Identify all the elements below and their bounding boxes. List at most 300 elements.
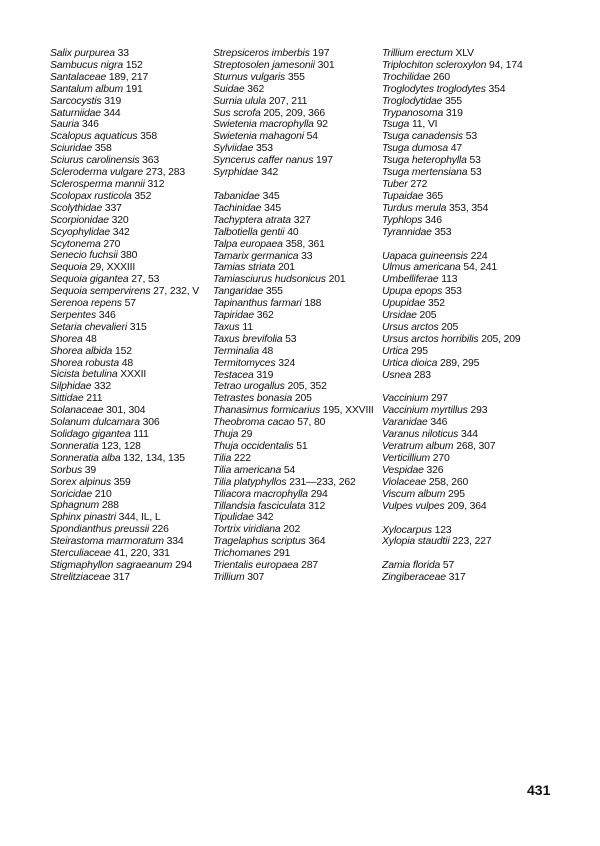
index-entry xyxy=(213,298,383,310)
index-term: Tamiasciurus hudsonicus xyxy=(213,274,326,286)
index-entry xyxy=(213,203,383,215)
index-term: Xylocarpus xyxy=(382,524,432,536)
index-entry xyxy=(213,560,383,572)
index-pages: 346 xyxy=(98,309,116,321)
index-pages: 205, 209, 366 xyxy=(263,107,325,119)
index-pages: 33 xyxy=(117,48,129,59)
index-entry xyxy=(213,155,383,167)
index-pages: 353 xyxy=(255,143,273,155)
index-term: Sphinx pinastri xyxy=(50,512,116,524)
index-entry xyxy=(382,203,557,215)
index-entry xyxy=(50,96,220,108)
index-term: Solidago gigantea xyxy=(50,429,131,440)
index-pages: 344 xyxy=(460,429,478,441)
index-pages: 260 xyxy=(433,71,451,83)
index-term: Sphagnum xyxy=(50,500,100,512)
index-pages: 152 xyxy=(125,59,143,71)
index-entry xyxy=(213,489,383,501)
section-gap xyxy=(382,513,557,525)
index-term: Salix purpurea xyxy=(50,48,115,59)
index-entry xyxy=(382,155,557,167)
index-entry xyxy=(50,310,220,322)
index-term: Sorex alpinus xyxy=(50,476,112,488)
index-entry xyxy=(213,167,383,179)
index-pages: 113 xyxy=(441,274,458,286)
index-pages: 312 xyxy=(147,178,165,190)
index-term: Trillium erectum xyxy=(382,48,453,59)
index-term: Scalopus aquaticus xyxy=(50,131,138,143)
index-entry xyxy=(50,512,220,524)
index-entry xyxy=(213,465,383,477)
index-term: Ursus arctos horribilis xyxy=(382,333,479,345)
index-term: Uapaca guineensis xyxy=(382,250,468,262)
index-term: Tangaridae xyxy=(213,286,264,298)
index-entry xyxy=(50,465,220,477)
index-term: Steirastoma marmoratum xyxy=(50,536,164,548)
index-entry xyxy=(213,84,383,96)
index-entry xyxy=(382,536,557,548)
index-entry xyxy=(50,524,220,536)
index-pages: 362 xyxy=(256,310,274,322)
index-pages: 191 xyxy=(125,83,143,95)
index-term: Umbelliferae xyxy=(382,274,439,286)
index-term: Streptosolen jamesonii xyxy=(213,59,315,71)
index-entry xyxy=(382,96,557,108)
index-pages: 324 xyxy=(278,357,296,369)
index-term: Troglodytidae xyxy=(382,95,443,107)
index-pages: 346 xyxy=(81,119,99,131)
index-term: Solanaceae xyxy=(50,405,104,417)
index-pages: 54 xyxy=(283,464,296,476)
index-pages: 342 xyxy=(261,167,279,179)
index-term: Sicista betulina xyxy=(50,369,118,381)
index-entry xyxy=(382,465,557,477)
index-entry xyxy=(382,560,557,572)
index-pages: 188 xyxy=(304,298,322,310)
index-pages: 123 xyxy=(434,524,452,536)
index-entry xyxy=(50,119,220,131)
index-pages: 334 xyxy=(166,536,184,548)
index-term: Tamarix germanica xyxy=(213,250,299,262)
index-term: Sambucus nigra xyxy=(50,59,123,71)
index-pages: 205, 209 xyxy=(481,333,521,345)
index-term: Trillium xyxy=(213,571,245,583)
index-pages: 205 xyxy=(294,393,312,405)
index-term: Scyophylidae xyxy=(50,226,111,238)
index-entry xyxy=(382,501,557,513)
index-entry xyxy=(213,429,383,441)
index-term: Sonneratia alba xyxy=(50,452,121,464)
index-pages: 345 xyxy=(264,202,282,214)
index-entry xyxy=(50,143,220,155)
index-entry xyxy=(213,501,383,513)
index-pages: 317 xyxy=(113,571,130,583)
index-term: Vespidae xyxy=(382,464,424,476)
index-term: Tsuga xyxy=(382,119,410,131)
index-entry xyxy=(382,453,557,465)
index-pages: 207, 211 xyxy=(268,95,308,107)
index-entry xyxy=(382,322,557,334)
index-term: Zingiberaceae xyxy=(382,572,446,584)
index-pages: 53 xyxy=(470,167,482,179)
index-pages: 301, 304 xyxy=(106,405,146,417)
index-term: Talbotiella gentii xyxy=(213,226,285,238)
index-pages: XLV xyxy=(455,48,474,59)
index-pages: 205 xyxy=(441,321,459,333)
index-pages: 289, 295 xyxy=(439,357,480,369)
index-term: Surnia ulula xyxy=(213,95,267,107)
index-term: Tsuga canadensis xyxy=(382,131,463,143)
index-pages: 353, 354 xyxy=(449,202,489,214)
index-pages: 57 xyxy=(124,298,136,310)
index-term: Sclerosperma mannii xyxy=(50,178,145,190)
index-entry xyxy=(382,298,557,310)
index-term: Sorbus xyxy=(50,464,83,476)
index-pages: 342 xyxy=(256,512,274,524)
index-pages: 287 xyxy=(301,560,318,572)
index-term: Strelitziaceae xyxy=(50,571,111,583)
index-pages: 358, 361 xyxy=(285,238,325,250)
index-term: Tillandsia fasciculata xyxy=(213,500,306,512)
index-term: Vulpes vulpes xyxy=(382,500,445,512)
index-term: Thanasimus formicarius xyxy=(213,405,320,417)
index-column-2 xyxy=(213,48,383,584)
index-entry xyxy=(213,119,383,131)
section-gap xyxy=(382,381,557,393)
index-entry xyxy=(50,393,220,405)
index-entry xyxy=(213,572,383,584)
index-pages: 301 xyxy=(317,59,335,71)
index-term: Shorea robusta xyxy=(50,357,119,369)
index-term: Tipulidae xyxy=(213,512,254,524)
index-pages: 363 xyxy=(142,155,160,167)
index-pages: 283 xyxy=(414,369,431,381)
index-pages: 312 xyxy=(308,500,326,512)
index-entry xyxy=(50,274,220,286)
index-pages: 306 xyxy=(142,417,160,429)
index-pages: 57 xyxy=(442,560,455,572)
index-pages: 364 xyxy=(308,536,326,548)
index-pages: 342 xyxy=(112,226,130,238)
index-entry xyxy=(382,60,557,72)
index-entry xyxy=(213,524,383,536)
index-term: Sequoia gigantea xyxy=(50,274,129,286)
index-term: Swietenia mahagoni xyxy=(213,131,304,143)
index-term: Zamia florida xyxy=(382,560,441,572)
index-entry xyxy=(50,560,220,572)
index-term: Tetrastes bonasia xyxy=(213,393,293,405)
index-pages: 210 xyxy=(94,488,112,500)
index-pages: 226 xyxy=(151,524,169,536)
index-pages: 224 xyxy=(470,250,488,262)
index-entry xyxy=(382,262,557,274)
index-entry xyxy=(213,262,383,274)
index-term: Troglodytes troglodytes xyxy=(382,83,486,95)
index-entry xyxy=(50,84,220,96)
index-entry xyxy=(382,84,557,96)
index-pages: 307 xyxy=(247,571,265,583)
index-term: Sonneratia xyxy=(50,440,99,452)
index-term: Varanus niloticus xyxy=(382,429,459,441)
index-entry xyxy=(382,251,557,263)
index-pages: 40 xyxy=(287,226,299,238)
index-entry xyxy=(382,358,557,370)
index-term: Sus scrofa xyxy=(213,107,261,119)
index-pages: 315 xyxy=(129,321,147,333)
index-entry xyxy=(213,274,383,286)
index-pages: 354 xyxy=(488,83,506,95)
index-pages: 355 xyxy=(287,71,305,83)
index-pages: 132, 134, 135 xyxy=(123,452,185,464)
index-pages: 297 xyxy=(430,393,448,405)
index-entry xyxy=(382,310,557,322)
index-entry xyxy=(50,477,220,489)
index-term: Tsuga heterophylla xyxy=(382,155,467,167)
index-pages: 295 xyxy=(410,345,428,357)
index-pages: 189, 217 xyxy=(108,71,149,83)
index-term: Silphidae xyxy=(50,381,92,393)
index-term: Soricidae xyxy=(50,488,92,500)
index-pages: 270 xyxy=(103,238,121,250)
index-entry xyxy=(50,167,220,179)
index-term: Tetrao urogallus xyxy=(213,381,285,393)
index-entry xyxy=(382,489,557,501)
index-pages: 152 xyxy=(114,345,132,357)
index-term: Sylviidae xyxy=(213,143,254,155)
index-entry xyxy=(50,572,220,584)
index-pages: 270 xyxy=(432,453,450,464)
index-term: Violaceae xyxy=(382,476,427,488)
index-pages: 346 xyxy=(424,214,442,226)
index-entry xyxy=(50,334,220,346)
index-pages: 27, 53 xyxy=(131,274,160,286)
index-entry xyxy=(213,453,383,465)
index-pages: 346 xyxy=(430,417,448,429)
index-term: Tortrix viridiana xyxy=(213,524,281,536)
index-pages: 209, 364 xyxy=(447,500,487,512)
index-term: Stigmaphyllon sagraeanum xyxy=(50,559,173,571)
index-term: Typhlops xyxy=(382,214,423,226)
index-term: Scleroderma vulgare xyxy=(50,167,144,179)
index-entry xyxy=(50,322,220,334)
index-term: Sauria xyxy=(50,119,80,131)
index-entry xyxy=(50,262,220,274)
index-term: Swietenia macrophylla xyxy=(213,119,314,131)
index-term: Thuja xyxy=(213,429,239,441)
index-entry xyxy=(382,108,557,120)
index-pages: 345 xyxy=(262,190,280,202)
index-term: Trichomanes xyxy=(213,548,271,560)
index-pages: 202 xyxy=(283,524,301,536)
index-term: Serenoa repens xyxy=(50,298,122,310)
index-term: Solanum dulcamara xyxy=(50,417,140,429)
index-pages: 195, XXVIII xyxy=(322,405,374,417)
index-pages: 365 xyxy=(426,190,443,202)
index-term: Ulmus americana xyxy=(382,262,461,274)
index-entry xyxy=(50,179,220,191)
index-entry xyxy=(382,370,557,382)
index-pages: 48 xyxy=(121,357,133,369)
index-entry xyxy=(50,155,220,167)
index-pages: 319 xyxy=(104,95,122,107)
index-entry xyxy=(382,477,557,489)
index-term: Syrphidae xyxy=(213,167,259,179)
index-term: Serpentes xyxy=(50,309,97,321)
index-term: Usnea xyxy=(382,369,412,381)
index-term: Tuber xyxy=(382,178,408,190)
index-term: Saturniidae xyxy=(50,107,101,119)
index-entry xyxy=(382,346,557,358)
index-pages: 317 xyxy=(448,572,466,584)
index-pages: 320 xyxy=(111,214,129,226)
index-term: Sterculiaceae xyxy=(50,548,112,560)
index-term: Vaccinium xyxy=(382,393,429,405)
index-entry xyxy=(382,405,557,417)
index-entry xyxy=(213,393,383,405)
index-pages: 53 xyxy=(285,333,297,345)
index-entry xyxy=(382,143,557,155)
index-pages: 29, XXXIII xyxy=(89,262,136,274)
index-pages: 355 xyxy=(265,286,283,298)
index-pages: 337 xyxy=(104,202,122,214)
index-pages: 319 xyxy=(445,107,463,119)
index-term: Shorea albida xyxy=(50,345,113,357)
index-term: Viscum album xyxy=(382,488,446,500)
index-term: Urtica dioica xyxy=(382,357,438,369)
index-pages: 33 xyxy=(301,250,313,262)
index-entry xyxy=(213,215,383,227)
index-term: Trientalis europaea xyxy=(213,560,299,572)
index-pages: 332 xyxy=(94,381,112,393)
index-entry xyxy=(50,239,220,251)
index-entry xyxy=(213,72,383,84)
index-pages: 344 xyxy=(103,107,121,119)
index-term: Verticillium xyxy=(382,453,431,464)
index-entry xyxy=(50,215,220,227)
index-entry xyxy=(382,227,557,239)
index-entry xyxy=(382,417,557,429)
index-pages: 27, 232, V xyxy=(153,286,200,298)
index-entry xyxy=(382,131,557,143)
index-pages: 94, 174 xyxy=(488,59,523,71)
index-pages: 53 xyxy=(465,131,477,143)
index-term: Scorpionidae xyxy=(50,214,109,226)
index-pages: 288 xyxy=(101,500,119,512)
page-number: 431 xyxy=(527,782,551,798)
index-term: Santalaceae xyxy=(50,71,107,83)
index-pages: 39 xyxy=(84,464,97,476)
index-pages: 358 xyxy=(94,143,112,155)
index-pages: 201 xyxy=(277,262,295,274)
index-term: Termitomyces xyxy=(213,357,276,369)
index-pages: 47 xyxy=(450,143,462,155)
index-entry xyxy=(213,286,383,298)
index-pages: 359 xyxy=(113,476,131,488)
index-term: Sequoia xyxy=(50,262,88,274)
index-entry xyxy=(213,477,383,489)
index-pages: 54 xyxy=(306,131,318,143)
index-pages: 29 xyxy=(241,429,253,441)
index-pages: 291 xyxy=(273,548,291,560)
index-entry xyxy=(382,191,557,203)
index-pages: 57, 80 xyxy=(297,417,326,429)
index-term: Sciuridae xyxy=(50,143,92,155)
index-term: Tilia xyxy=(213,452,232,464)
index-entry xyxy=(50,108,220,120)
index-term: Scytonema xyxy=(50,238,101,250)
index-term: Scolythidae xyxy=(50,202,103,214)
index-pages: 353 xyxy=(434,226,452,238)
index-entry xyxy=(50,369,220,381)
index-pages: 344, IL, L xyxy=(118,512,161,524)
index-entry xyxy=(50,381,220,393)
index-pages: 205, 352 xyxy=(287,381,327,393)
index-term: Tilia platyphyllos xyxy=(213,476,287,488)
index-entry xyxy=(382,48,557,60)
index-entry xyxy=(382,72,557,84)
index-entry xyxy=(50,500,220,512)
index-entry xyxy=(50,417,220,429)
index-term: Sarcocystis xyxy=(50,95,102,107)
index-term: Sequoia sempervirens xyxy=(50,286,151,298)
index-term: Triplochiton scleroxylon xyxy=(382,59,487,71)
index-entry xyxy=(50,250,220,262)
index-pages: 123, 128 xyxy=(101,440,141,452)
index-entry xyxy=(213,512,383,524)
index-pages: 355 xyxy=(445,95,462,107)
index-entry xyxy=(50,346,220,358)
index-pages: 258, 260 xyxy=(428,476,469,488)
index-pages: 272 xyxy=(410,178,428,190)
index-entry xyxy=(382,525,557,537)
index-entry xyxy=(213,60,383,72)
index-term: Trypanosoma xyxy=(382,107,444,119)
index-pages: 11, VI xyxy=(411,119,438,131)
section-gap xyxy=(382,239,557,251)
index-entry xyxy=(213,108,383,120)
index-entry xyxy=(50,405,220,417)
index-entry xyxy=(213,417,383,429)
index-entry xyxy=(50,286,220,298)
index-column-3 xyxy=(382,48,557,584)
index-entry xyxy=(213,346,383,358)
index-term: Trochilidae xyxy=(382,71,431,83)
index-term: Veratrum album xyxy=(382,441,454,453)
index-pages: 319 xyxy=(256,369,274,381)
index-pages: 11 xyxy=(242,321,253,333)
index-entry xyxy=(213,143,383,155)
index-term: Theobroma cacao xyxy=(213,417,295,429)
index-pages: XXXII xyxy=(120,369,147,381)
index-entry xyxy=(382,167,557,179)
index-entry xyxy=(213,381,383,393)
index-pages: 268, 307 xyxy=(456,441,496,453)
index-entry xyxy=(213,48,383,60)
index-entry xyxy=(213,227,383,239)
index-pages: 197 xyxy=(315,155,333,167)
index-entry xyxy=(213,96,383,108)
index-pages: 41, 220, 331 xyxy=(113,548,170,560)
index-entry xyxy=(213,310,383,322)
index-pages: 201 xyxy=(328,274,346,286)
index-pages: 223, 227 xyxy=(452,536,492,548)
index-entry xyxy=(50,429,220,441)
index-term: Urtica xyxy=(382,345,409,357)
index-term: Senecio fuchsii xyxy=(50,250,118,262)
index-entry xyxy=(213,536,383,548)
index-pages: 353 xyxy=(444,286,462,298)
index-term: Taxus xyxy=(213,321,240,333)
